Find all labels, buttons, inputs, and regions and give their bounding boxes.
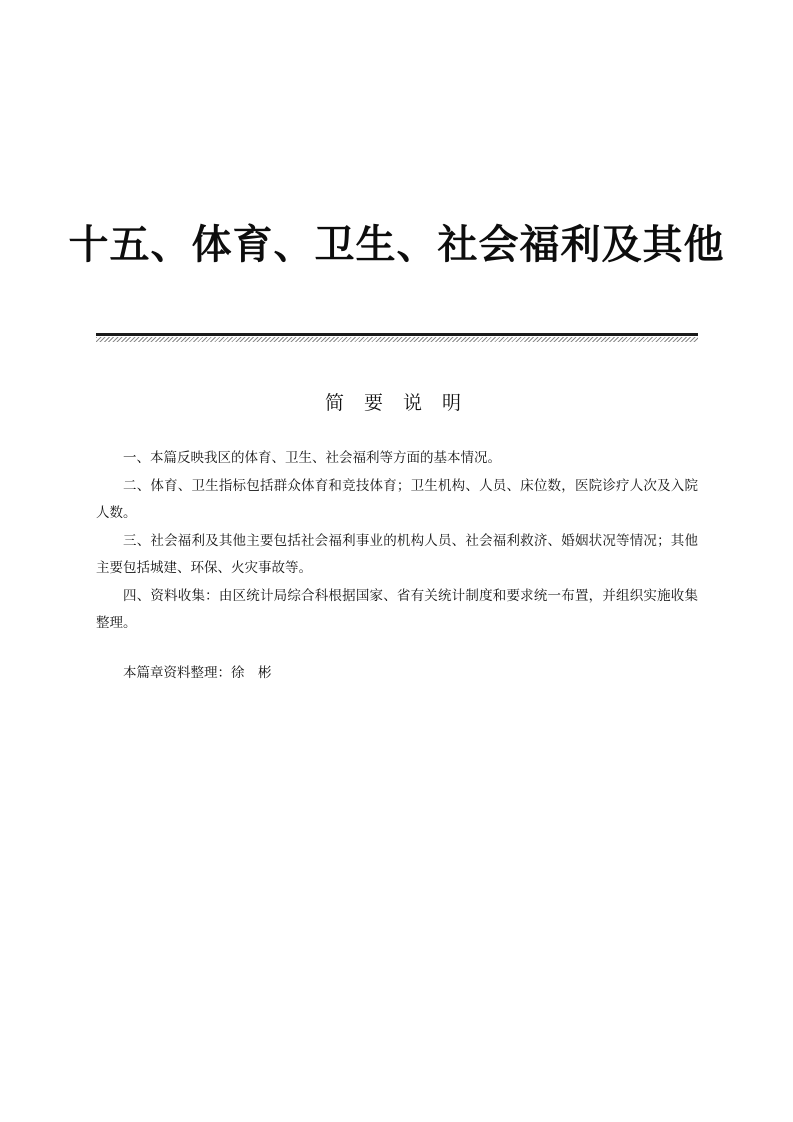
note-paragraph-4: 四、资料收集：由区统计局综合科根据国家、省有关统计制度和要求统一布置，并组织实施收集整理。 xyxy=(96,587,698,631)
section-heading: 简 要 说 明 xyxy=(324,392,469,414)
compiler-credit: 本篇章资料整理：徐 彬 xyxy=(123,665,272,681)
note-paragraph-1: 一、本篇反映我区的体育、卫生、社会福利等方面的基本情况。 xyxy=(123,450,501,466)
title-divider-hatched xyxy=(96,337,698,342)
note-paragraph-3: 三、社会福利及其他主要包括社会福利事业的机构人员、社会福利救济、婚姻状况等情况；其他主要包括城建、环保、火灾事故等。 xyxy=(96,532,698,576)
notes-body xyxy=(96,445,698,638)
note-paragraph-2: 二、体育、卫生指标包括群众体育和竞技体育；卫生机构、人员、床位数，医院诊疗人次及入院人数。 xyxy=(96,477,698,521)
chapter-title: 十五、体育、卫生、社会福利及其他 xyxy=(68,222,725,268)
title-divider-solid xyxy=(96,333,698,336)
